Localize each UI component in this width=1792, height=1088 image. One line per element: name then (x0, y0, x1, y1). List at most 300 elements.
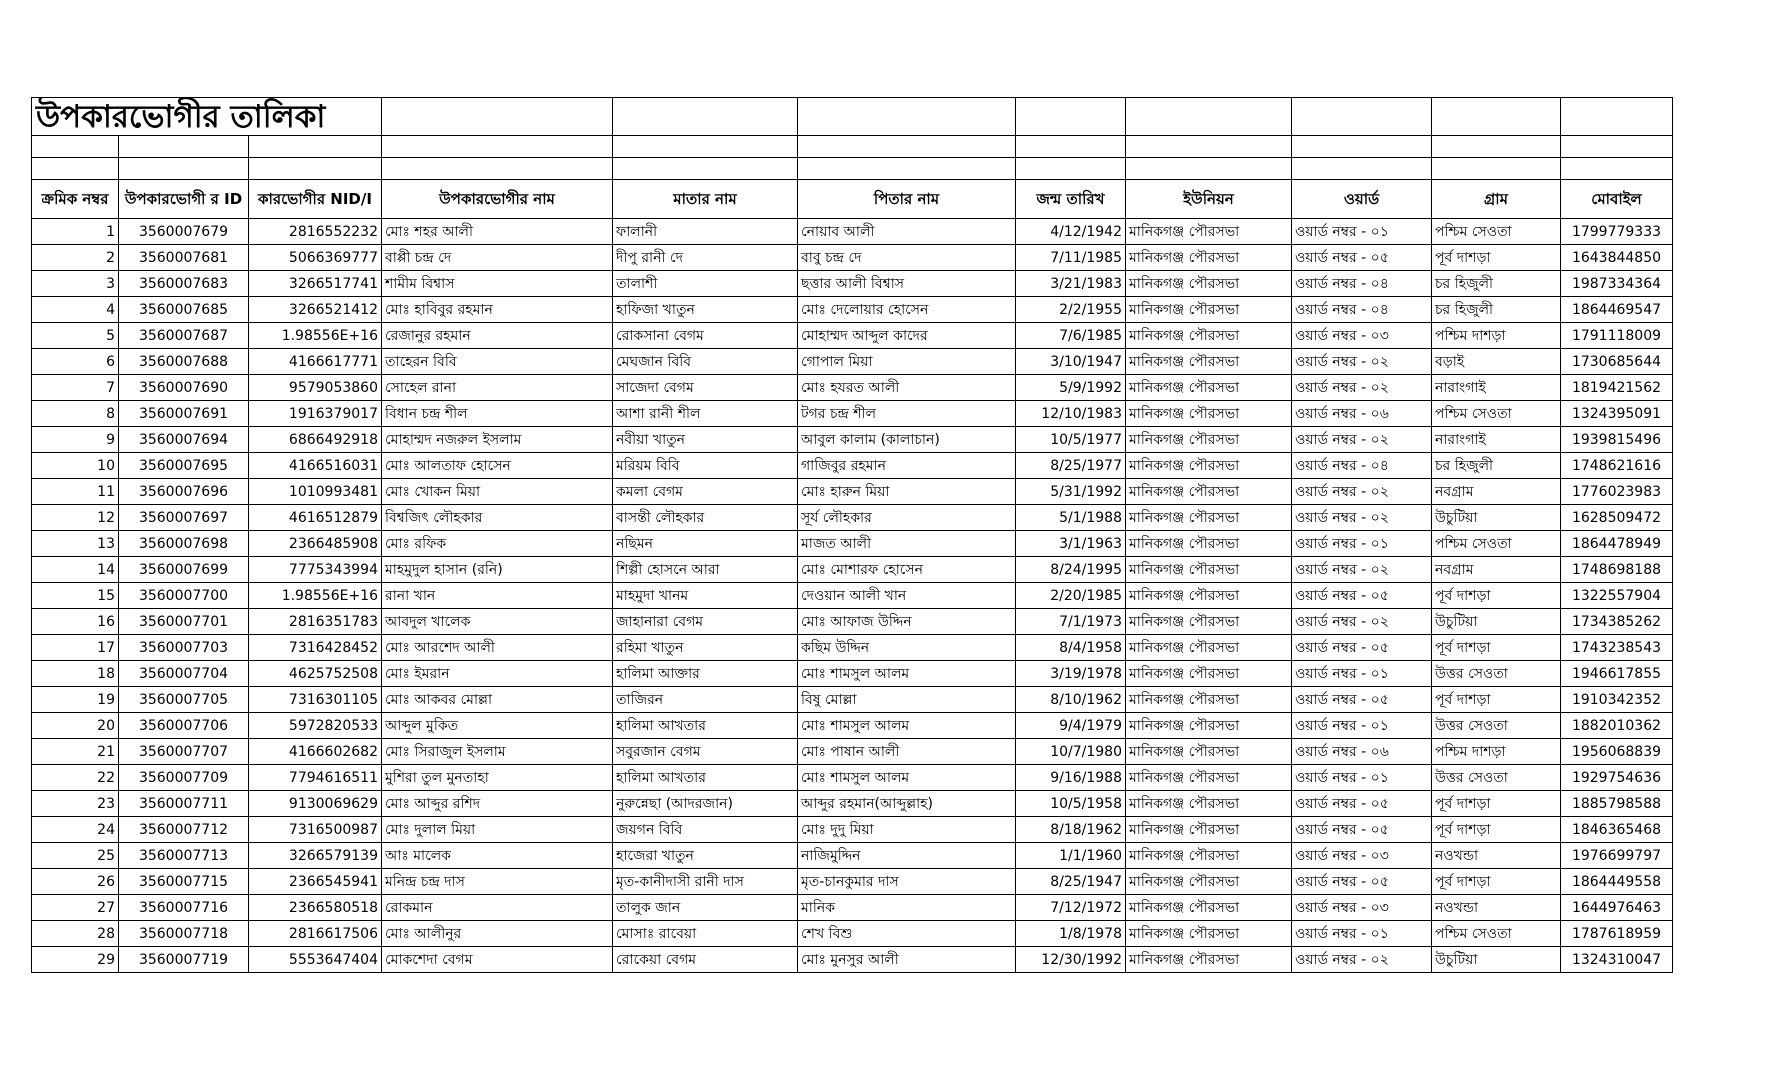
cell-nid: 7794616511 (249, 765, 382, 791)
empty-cell (613, 136, 798, 158)
cell-mobile: 1987334364 (1561, 271, 1673, 297)
cell-ward: ওয়ার্ড নম্বর - ০২ (1292, 427, 1432, 453)
cell-father-name: মোঃ আফাজ উদ্দিন (798, 609, 1016, 635)
empty-cell (1016, 136, 1126, 158)
cell-beneficiary-name: শামীম বিশ্বাস (382, 271, 613, 297)
spacer-row (32, 136, 1673, 158)
empty-cell (1126, 98, 1292, 136)
cell-mother-name: জয়গন বিবি (613, 817, 798, 843)
empty-cell (119, 158, 249, 180)
cell-ward: ওয়ার্ড নম্বর - ০৫ (1292, 791, 1432, 817)
cell-mother-name: তালুক জান (613, 895, 798, 921)
empty-cell (1016, 98, 1126, 136)
cell-mother-name: রোকসানা বেগম (613, 323, 798, 349)
cell-beneficiary-name: বিশ্বজিৎ লৌহকার (382, 505, 613, 531)
cell-beneficiary-name: মোঃ আলতাফ হোসেন (382, 453, 613, 479)
table-row (32, 687, 1673, 713)
cell-mother-name: নবীয়া খাতুন (613, 427, 798, 453)
cell-serial: 1 (32, 219, 119, 245)
cell-mother-name: হালিমা আক্তার (613, 661, 798, 687)
cell-beneficiary-name: মোকশেদা বেগম (382, 947, 613, 973)
cell-father-name: আবুল কালাম (কালাচান) (798, 427, 1016, 453)
cell-ward: ওয়ার্ড নম্বর - ০৫ (1292, 817, 1432, 843)
page-title: উপকারভোগীর তালিকা (32, 98, 382, 136)
cell-mobile: 1748621616 (1561, 453, 1673, 479)
cell-birth-date: 8/18/1962 (1016, 817, 1126, 843)
cell-mother-name: জাহানারা বেগম (613, 609, 798, 635)
cell-union: মানিকগঞ্জ পৌরসভা (1126, 895, 1292, 921)
empty-cell (1126, 158, 1292, 180)
cell-village: বড়াই (1432, 349, 1561, 375)
cell-birth-date: 10/5/1977 (1016, 427, 1126, 453)
cell-beneficiary-id: 3560007691 (119, 401, 249, 427)
cell-father-name: গাজিবুর রহমান (798, 453, 1016, 479)
cell-village: নবগ্রাম (1432, 479, 1561, 505)
cell-village: উচুটিয়া (1432, 609, 1561, 635)
cell-father-name: বাবু চন্দ্র দে (798, 245, 1016, 271)
cell-beneficiary-id: 3560007679 (119, 219, 249, 245)
cell-serial: 8 (32, 401, 119, 427)
header-serial: ক্রমিক নম্বর (32, 180, 119, 219)
cell-beneficiary-id: 3560007700 (119, 583, 249, 609)
cell-father-name: মৃত-চানকুমার দাস (798, 869, 1016, 895)
cell-beneficiary-name: মোঃ খোকন মিয়া (382, 479, 613, 505)
cell-village: পশ্চিম দাশড়া (1432, 323, 1561, 349)
cell-serial: 18 (32, 661, 119, 687)
cell-beneficiary-id: 3560007707 (119, 739, 249, 765)
cell-beneficiary-id: 3560007712 (119, 817, 249, 843)
cell-nid: 9579053860 (249, 375, 382, 401)
cell-union: মানিকগঞ্জ পৌরসভা (1126, 687, 1292, 713)
header-father-name: পিতার নাম (798, 180, 1016, 219)
cell-beneficiary-id: 3560007703 (119, 635, 249, 661)
cell-mobile: 1324395091 (1561, 401, 1673, 427)
cell-nid: 4166617771 (249, 349, 382, 375)
cell-birth-date: 3/21/1983 (1016, 271, 1126, 297)
empty-cell (1432, 98, 1561, 136)
cell-union: মানিকগঞ্জ পৌরসভা (1126, 713, 1292, 739)
header-union: ইউনিয়ন (1126, 180, 1292, 219)
cell-village: পূর্ব দাশড়া (1432, 245, 1561, 271)
table-row (32, 817, 1673, 843)
cell-serial: 7 (32, 375, 119, 401)
cell-serial: 14 (32, 557, 119, 583)
empty-cell (613, 158, 798, 180)
cell-union: মানিকগঞ্জ পৌরসভা (1126, 505, 1292, 531)
cell-beneficiary-name: মোঃ সিরাজুল ইসলাম (382, 739, 613, 765)
cell-beneficiary-name: মোঃ আলীনুর (382, 921, 613, 947)
cell-beneficiary-name: মোহাম্মদ নজরুল ইসলাম (382, 427, 613, 453)
cell-beneficiary-id: 3560007701 (119, 609, 249, 635)
cell-mother-name: হাজেরা খাতুন (613, 843, 798, 869)
cell-mother-name: মরিয়ম বিবি (613, 453, 798, 479)
cell-union: মানিকগঞ্জ পৌরসভা (1126, 947, 1292, 973)
cell-mother-name: সবুরজান বেগম (613, 739, 798, 765)
cell-nid: 7316500987 (249, 817, 382, 843)
cell-birth-date: 8/24/1995 (1016, 557, 1126, 583)
cell-union: মানিকগঞ্জ পৌরসভা (1126, 531, 1292, 557)
cell-union: মানিকগঞ্জ পৌরসভা (1126, 401, 1292, 427)
cell-father-name: মানিক (798, 895, 1016, 921)
cell-birth-date: 5/31/1992 (1016, 479, 1126, 505)
cell-father-name: টগর চন্দ্র শীল (798, 401, 1016, 427)
cell-mobile: 1776023983 (1561, 479, 1673, 505)
cell-birth-date: 3/10/1947 (1016, 349, 1126, 375)
cell-nid: 7775343994 (249, 557, 382, 583)
cell-father-name: মাজত আলী (798, 531, 1016, 557)
cell-mother-name: বাসন্তী লৌহকার (613, 505, 798, 531)
cell-father-name: ছত্তার আলী বিশ্বাস (798, 271, 1016, 297)
cell-father-name: মোঃ শামসুল আলম (798, 713, 1016, 739)
table-row (32, 921, 1673, 947)
cell-birth-date: 3/1/1963 (1016, 531, 1126, 557)
cell-union: মানিকগঞ্জ পৌরসভা (1126, 869, 1292, 895)
cell-village: উচুটিয়া (1432, 947, 1561, 973)
header-mobile: মোবাইল (1561, 180, 1673, 219)
cell-beneficiary-id: 3560007711 (119, 791, 249, 817)
cell-mobile: 1976699797 (1561, 843, 1673, 869)
cell-union: মানিকগঞ্জ পৌরসভা (1126, 219, 1292, 245)
cell-birth-date: 12/10/1983 (1016, 401, 1126, 427)
cell-father-name: শেখ বিশু (798, 921, 1016, 947)
cell-village: উত্তর সেওতা (1432, 765, 1561, 791)
cell-mobile: 1628509472 (1561, 505, 1673, 531)
cell-mobile: 1734385262 (1561, 609, 1673, 635)
cell-birth-date: 8/25/1977 (1016, 453, 1126, 479)
cell-ward: ওয়ার্ড নম্বর - ০৫ (1292, 869, 1432, 895)
cell-nid: 1916379017 (249, 401, 382, 427)
cell-serial: 13 (32, 531, 119, 557)
cell-ward: ওয়ার্ড নম্বর - ০৫ (1292, 245, 1432, 271)
cell-village: নারাংগাই (1432, 375, 1561, 401)
cell-village: নবগ্রাম (1432, 557, 1561, 583)
cell-ward: ওয়ার্ড নম্বর - ০২ (1292, 505, 1432, 531)
cell-beneficiary-id: 3560007690 (119, 375, 249, 401)
cell-mother-name: দীপু রানী দে (613, 245, 798, 271)
cell-beneficiary-name: মাহমুদুল হাসান (রনি) (382, 557, 613, 583)
cell-mother-name: হালিমা আখতার (613, 765, 798, 791)
cell-beneficiary-name: সোহেল রানা (382, 375, 613, 401)
cell-mother-name: কমলা বেগম (613, 479, 798, 505)
cell-village: পশ্চিম সেওতা (1432, 219, 1561, 245)
empty-cell (119, 136, 249, 158)
table-row (32, 297, 1673, 323)
cell-beneficiary-id: 3560007687 (119, 323, 249, 349)
cell-mother-name: মোসাঃ রাবেয়া (613, 921, 798, 947)
cell-village: পূর্ব দাশড়া (1432, 817, 1561, 843)
cell-union: মানিকগঞ্জ পৌরসভা (1126, 661, 1292, 687)
table-row (32, 661, 1673, 687)
cell-beneficiary-id: 3560007716 (119, 895, 249, 921)
cell-beneficiary-id: 3560007705 (119, 687, 249, 713)
cell-nid: 2816617506 (249, 921, 382, 947)
cell-union: মানিকগঞ্জ পৌরসভা (1126, 349, 1292, 375)
cell-beneficiary-id: 3560007715 (119, 869, 249, 895)
cell-birth-date: 5/1/1988 (1016, 505, 1126, 531)
cell-mother-name: শিল্পী হোসনে আরা (613, 557, 798, 583)
cell-mobile: 1643844850 (1561, 245, 1673, 271)
cell-union: মানিকগঞ্জ পৌরসভা (1126, 843, 1292, 869)
cell-ward: ওয়ার্ড নম্বর - ০১ (1292, 921, 1432, 947)
cell-mobile: 1748698188 (1561, 557, 1673, 583)
header-ward: ওয়ার্ড (1292, 180, 1432, 219)
cell-mobile: 1730685644 (1561, 349, 1673, 375)
cell-mobile: 1324310047 (1561, 947, 1673, 973)
cell-union: মানিকগঞ্জ পৌরসভা (1126, 583, 1292, 609)
cell-union: মানিকগঞ্জ পৌরসভা (1126, 323, 1292, 349)
cell-serial: 4 (32, 297, 119, 323)
cell-beneficiary-name: আবদুল খালেক (382, 609, 613, 635)
cell-beneficiary-name: মোঃ শহর আলী (382, 219, 613, 245)
cell-ward: ওয়ার্ড নম্বর - ০৫ (1292, 687, 1432, 713)
cell-mobile: 1929754636 (1561, 765, 1673, 791)
cell-ward: ওয়ার্ড নম্বর - ০৪ (1292, 453, 1432, 479)
cell-ward: ওয়ার্ড নম্বর - ০১ (1292, 531, 1432, 557)
cell-father-name: গোপাল মিয়া (798, 349, 1016, 375)
cell-ward: ওয়ার্ড নম্বর - ০১ (1292, 713, 1432, 739)
empty-cell (798, 98, 1016, 136)
cell-ward: ওয়ার্ড নম্বর - ০৫ (1292, 635, 1432, 661)
cell-village: পশ্চিম সেওতা (1432, 531, 1561, 557)
cell-mother-name: রহিমা খাতুন (613, 635, 798, 661)
cell-beneficiary-name: মোঃ আব্দুর রশিদ (382, 791, 613, 817)
cell-father-name: আব্দুর রহমান(আব্দুল্লাহ) (798, 791, 1016, 817)
cell-nid: 1.98556E+16 (249, 323, 382, 349)
cell-nid: 5553647404 (249, 947, 382, 973)
empty-cell (382, 158, 613, 180)
cell-birth-date: 7/11/1985 (1016, 245, 1126, 271)
table-row (32, 583, 1673, 609)
table-row (32, 401, 1673, 427)
cell-serial: 23 (32, 791, 119, 817)
cell-serial: 21 (32, 739, 119, 765)
cell-father-name: মোঃ হারুন মিয়া (798, 479, 1016, 505)
cell-father-name: মোঃ মোশারফ হোসেন (798, 557, 1016, 583)
cell-mother-name: মাহমুদা খানম (613, 583, 798, 609)
cell-mobile: 1864449558 (1561, 869, 1673, 895)
cell-birth-date: 4/12/1942 (1016, 219, 1126, 245)
cell-mother-name: হালিমা আখতার (613, 713, 798, 739)
cell-birth-date: 8/25/1947 (1016, 869, 1126, 895)
cell-village: পূর্ব দাশড়া (1432, 869, 1561, 895)
cell-beneficiary-name: মোঃ রফিক (382, 531, 613, 557)
cell-birth-date: 10/7/1980 (1016, 739, 1126, 765)
empty-cell (613, 98, 798, 136)
cell-village: উচুটিয়া (1432, 505, 1561, 531)
cell-beneficiary-name: মোঃ ইমরান (382, 661, 613, 687)
cell-mobile: 1787618959 (1561, 921, 1673, 947)
cell-mobile: 1322557904 (1561, 583, 1673, 609)
cell-village: চর হিজুলী (1432, 453, 1561, 479)
cell-birth-date: 1/8/1978 (1016, 921, 1126, 947)
cell-father-name: মোঃ শামসুল আলম (798, 661, 1016, 687)
table-row (32, 219, 1673, 245)
cell-serial: 20 (32, 713, 119, 739)
cell-beneficiary-name: আঃ মালেক (382, 843, 613, 869)
cell-ward: ওয়ার্ড নম্বর - ০৪ (1292, 297, 1432, 323)
cell-birth-date: 8/4/1958 (1016, 635, 1126, 661)
cell-birth-date: 7/12/1972 (1016, 895, 1126, 921)
cell-village: পশ্চিম দাশড়া (1432, 739, 1561, 765)
header-mother-name: মাতার নাম (613, 180, 798, 219)
cell-serial: 11 (32, 479, 119, 505)
cell-nid: 3266579139 (249, 843, 382, 869)
cell-union: মানিকগঞ্জ পৌরসভা (1126, 765, 1292, 791)
cell-mobile: 1885798588 (1561, 791, 1673, 817)
cell-beneficiary-id: 3560007719 (119, 947, 249, 973)
cell-ward: ওয়ার্ড নম্বর - ০৫ (1292, 583, 1432, 609)
table-row (32, 453, 1673, 479)
empty-cell (1561, 158, 1673, 180)
cell-birth-date: 9/16/1988 (1016, 765, 1126, 791)
cell-village: পশ্চিম সেওতা (1432, 401, 1561, 427)
cell-birth-date: 10/5/1958 (1016, 791, 1126, 817)
cell-nid: 5066369777 (249, 245, 382, 271)
cell-father-name: নোয়াব আলী (798, 219, 1016, 245)
cell-father-name: দেওয়ান আলী খান (798, 583, 1016, 609)
cell-father-name: মোঃ শামসুল আলম (798, 765, 1016, 791)
cell-beneficiary-id: 3560007688 (119, 349, 249, 375)
table-row (32, 375, 1673, 401)
cell-ward: ওয়ার্ড নম্বর - ০১ (1292, 661, 1432, 687)
cell-union: মানিকগঞ্জ পৌরসভা (1126, 427, 1292, 453)
cell-beneficiary-name: মোঃ হাবিবুর রহমান (382, 297, 613, 323)
table-row (32, 609, 1673, 635)
cell-mother-name: তালাশী (613, 271, 798, 297)
cell-birth-date: 1/1/1960 (1016, 843, 1126, 869)
cell-serial: 26 (32, 869, 119, 895)
cell-beneficiary-name: রেজানুর রহমান (382, 323, 613, 349)
table-row (32, 635, 1673, 661)
cell-beneficiary-name: মুশিরা তুল মুনতাহা (382, 765, 613, 791)
cell-beneficiary-name: রোকমান (382, 895, 613, 921)
cell-mobile: 1846365468 (1561, 817, 1673, 843)
table-row (32, 349, 1673, 375)
header-village: গ্রাম (1432, 180, 1561, 219)
cell-father-name: মোঃ পাষান আলী (798, 739, 1016, 765)
table-row (32, 713, 1673, 739)
table-row (32, 531, 1673, 557)
cell-ward: ওয়ার্ড নম্বর - ০৬ (1292, 739, 1432, 765)
cell-beneficiary-id: 3560007695 (119, 453, 249, 479)
cell-mother-name: রোকেয়া বেগম (613, 947, 798, 973)
table-row (32, 869, 1673, 895)
empty-cell (1126, 136, 1292, 158)
table-row (32, 557, 1673, 583)
cell-mobile: 1956068839 (1561, 739, 1673, 765)
cell-birth-date: 8/10/1962 (1016, 687, 1126, 713)
empty-cell (798, 158, 1016, 180)
cell-serial: 6 (32, 349, 119, 375)
cell-mobile: 1799779333 (1561, 219, 1673, 245)
empty-cell (1432, 158, 1561, 180)
table-row (32, 895, 1673, 921)
empty-cell (249, 158, 382, 180)
cell-nid: 2366485908 (249, 531, 382, 557)
table-row (32, 947, 1673, 973)
empty-cell (798, 136, 1016, 158)
cell-beneficiary-id: 3560007709 (119, 765, 249, 791)
cell-village: পূর্ব দাশড়া (1432, 791, 1561, 817)
cell-union: মানিকগঞ্জ পৌরসভা (1126, 557, 1292, 583)
cell-father-name: নাজিমুদ্দিন (798, 843, 1016, 869)
cell-beneficiary-id: 3560007718 (119, 921, 249, 947)
cell-nid: 2366545941 (249, 869, 382, 895)
cell-mobile: 1882010362 (1561, 713, 1673, 739)
cell-birth-date: 5/9/1992 (1016, 375, 1126, 401)
table-row (32, 245, 1673, 271)
cell-serial: 19 (32, 687, 119, 713)
cell-ward: ওয়ার্ড নম্বর - ০৩ (1292, 843, 1432, 869)
cell-mother-name: তাজিরন (613, 687, 798, 713)
cell-serial: 5 (32, 323, 119, 349)
cell-father-name: মোঃ দেলোয়ার হোসেন (798, 297, 1016, 323)
cell-beneficiary-id: 3560007706 (119, 713, 249, 739)
table-body (32, 219, 1673, 973)
cell-serial: 25 (32, 843, 119, 869)
cell-ward: ওয়ার্ড নম্বর - ০৩ (1292, 323, 1432, 349)
cell-nid: 4616512879 (249, 505, 382, 531)
empty-cell (1292, 136, 1432, 158)
cell-union: মানিকগঞ্জ পৌরসভা (1126, 375, 1292, 401)
cell-beneficiary-id: 3560007694 (119, 427, 249, 453)
cell-union: মানিকগঞ্জ পৌরসভা (1126, 245, 1292, 271)
cell-mobile: 1946617855 (1561, 661, 1673, 687)
cell-village: চর হিজুলী (1432, 297, 1561, 323)
beneficiary-table (31, 97, 1673, 973)
header-beneficiary-name: উপকারভোগীর নাম (382, 180, 613, 219)
cell-mobile: 1939815496 (1561, 427, 1673, 453)
cell-ward: ওয়ার্ড নম্বর - ০২ (1292, 375, 1432, 401)
cell-birth-date: 3/19/1978 (1016, 661, 1126, 687)
cell-nid: 4625752508 (249, 661, 382, 687)
cell-nid: 2816351783 (249, 609, 382, 635)
cell-father-name: মোহাম্মদ আব্দুল কাদের (798, 323, 1016, 349)
cell-beneficiary-name: মোঃ আরশেদ আলী (382, 635, 613, 661)
cell-beneficiary-id: 3560007681 (119, 245, 249, 271)
cell-birth-date: 7/1/1973 (1016, 609, 1126, 635)
cell-union: মানিকগঞ্জ পৌরসভা (1126, 609, 1292, 635)
cell-serial: 15 (32, 583, 119, 609)
empty-cell (1292, 158, 1432, 180)
cell-village: পূর্ব দাশড়া (1432, 635, 1561, 661)
cell-birth-date: 7/6/1985 (1016, 323, 1126, 349)
cell-beneficiary-id: 3560007698 (119, 531, 249, 557)
empty-cell (382, 98, 613, 136)
cell-mother-name: নছিমন (613, 531, 798, 557)
cell-beneficiary-name: মোঃ আকবর মোল্লা (382, 687, 613, 713)
cell-beneficiary-name: আব্দুল মুকিত (382, 713, 613, 739)
table-row (32, 323, 1673, 349)
cell-nid: 2816552232 (249, 219, 382, 245)
cell-beneficiary-name: বিধান চন্দ্র শীল (382, 401, 613, 427)
cell-father-name: মোঃ দুদু মিয়া (798, 817, 1016, 843)
cell-ward: ওয়ার্ড নম্বর - ০২ (1292, 479, 1432, 505)
cell-ward: ওয়ার্ড নম্বর - ০২ (1292, 947, 1432, 973)
table-row (32, 843, 1673, 869)
cell-union: মানিকগঞ্জ পৌরসভা (1126, 635, 1292, 661)
cell-ward: ওয়ার্ড নম্বর - ০২ (1292, 349, 1432, 375)
cell-mobile: 1743238543 (1561, 635, 1673, 661)
cell-birth-date: 2/2/1955 (1016, 297, 1126, 323)
table-row (32, 765, 1673, 791)
cell-union: মানিকগঞ্জ পৌরসভা (1126, 817, 1292, 843)
cell-ward: ওয়ার্ড নম্বর - ০২ (1292, 557, 1432, 583)
cell-union: মানিকগঞ্জ পৌরসভা (1126, 271, 1292, 297)
cell-father-name: মোঃ মুনসুর আলী (798, 947, 1016, 973)
header-beneficiary-id: উপকারভোগী র ID (119, 180, 249, 219)
table-row (32, 791, 1673, 817)
